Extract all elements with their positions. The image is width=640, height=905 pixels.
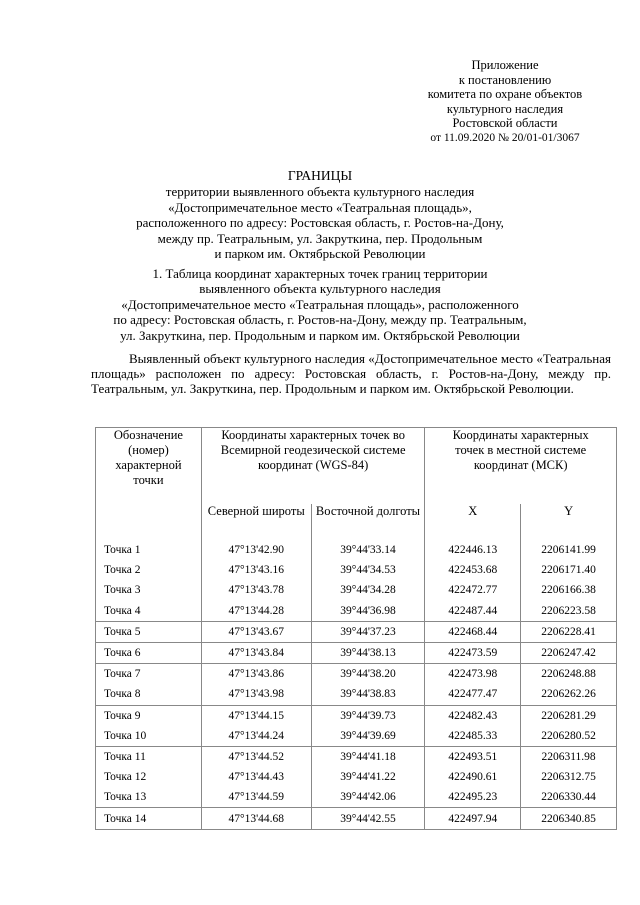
cell-point: Точка 4 bbox=[96, 601, 202, 622]
cell-x: 422472.77 bbox=[425, 580, 521, 600]
coordinates-table bbox=[95, 427, 617, 830]
caption-line: ул. Закруткина, пер. Продольным и парком им. Октябрьской Революции bbox=[120, 327, 520, 343]
cell-y: 2206340.85 bbox=[521, 808, 617, 829]
cell-y: 2206171.40 bbox=[521, 560, 617, 580]
cell-y: 2206247.42 bbox=[521, 642, 617, 663]
cell-lon: 39°44'41.18 bbox=[311, 746, 425, 767]
table-row bbox=[96, 540, 617, 560]
title-line: «Достопримечательное место «Театральная площадь», bbox=[168, 199, 472, 215]
cell-lat: 47°13'44.43 bbox=[201, 767, 311, 787]
cell-point: Точка 8 bbox=[96, 684, 202, 705]
cell-lon: 39°44'41.22 bbox=[311, 767, 425, 787]
cell-x: 422497.94 bbox=[425, 808, 521, 829]
cell-lat: 47°13'44.52 bbox=[201, 746, 311, 767]
cell-lon: 39°44'34.53 bbox=[311, 560, 425, 580]
cell-point: Точка 3 bbox=[96, 580, 202, 600]
table-row bbox=[96, 664, 617, 685]
cell-lon: 39°44'37.23 bbox=[311, 621, 425, 642]
cell-lat: 47°13'44.24 bbox=[201, 726, 311, 747]
cell-point: Точка 10 bbox=[96, 726, 202, 747]
cell-lon: 39°44'39.69 bbox=[311, 726, 425, 747]
cell-point: Точка 5 bbox=[96, 621, 202, 642]
cell-x: 422446.13 bbox=[425, 540, 521, 560]
cell-point: Точка 9 bbox=[96, 705, 202, 726]
appendix-block bbox=[400, 58, 610, 145]
cell-point: Точка 2 bbox=[96, 560, 202, 580]
table-row bbox=[96, 746, 617, 767]
header-designation-spacer bbox=[96, 504, 202, 540]
cell-point: Точка 6 bbox=[96, 642, 202, 663]
intro-paragraph: Выявленный объект культурного наследия «Достопримечательное место «Театральная площадь» расположен по адресу: Ростовская область, г. Ростов-на-Дону, между пр. Театральным, ул. Закруткина, пер. Продольным и парком им. Октябрьской Революции. bbox=[91, 351, 611, 397]
cell-y: 2206281.29 bbox=[521, 705, 617, 726]
caption-line: по адресу: Ростовская область, г. Ростов-на-Дону, между пр. Театральным, bbox=[113, 312, 527, 328]
cell-y: 2206223.58 bbox=[521, 601, 617, 622]
cell-x: 422468.44 bbox=[425, 621, 521, 642]
cell-y: 2206248.88 bbox=[521, 664, 617, 685]
cell-y: 2206262.26 bbox=[521, 684, 617, 705]
cell-lat: 47°13'43.86 bbox=[201, 664, 311, 685]
table-row bbox=[96, 767, 617, 787]
header-y: Y bbox=[521, 504, 617, 540]
appendix-line: к постановлению bbox=[458, 72, 552, 87]
title-line: и парком им. Октябрьской Революции bbox=[214, 246, 426, 262]
document-title bbox=[60, 168, 580, 261]
cell-y: 2206330.44 bbox=[521, 787, 617, 808]
cell-lon: 39°44'42.55 bbox=[311, 808, 425, 829]
cell-point: Точка 7 bbox=[96, 664, 202, 685]
cell-lon: 39°44'38.83 bbox=[311, 684, 425, 705]
appendix-date: от 11.09.2020 № 20/01-01/3067 bbox=[430, 131, 580, 144]
title-heading: ГРАНИЦЫ bbox=[287, 168, 353, 183]
cell-x: 422485.33 bbox=[425, 726, 521, 747]
cell-lon: 39°44'34.28 bbox=[311, 580, 425, 600]
cell-lat: 47°13'44.28 bbox=[201, 601, 311, 622]
header-x: X bbox=[425, 504, 521, 540]
cell-lon: 39°44'39.73 bbox=[311, 705, 425, 726]
table-row bbox=[96, 642, 617, 663]
cell-x: 422482.43 bbox=[425, 705, 521, 726]
cell-lat: 47°13'43.67 bbox=[201, 621, 311, 642]
caption-line: 1. Таблица координат характерных точек границ территории bbox=[152, 266, 488, 281]
cell-lon: 39°44'38.13 bbox=[311, 642, 425, 663]
cell-x: 422487.44 bbox=[425, 601, 521, 622]
table-row bbox=[96, 808, 617, 829]
table-row bbox=[96, 726, 617, 747]
cell-x: 422453.68 bbox=[425, 560, 521, 580]
table-row bbox=[96, 560, 617, 580]
cell-lon: 39°44'33.14 bbox=[311, 540, 425, 560]
table-row bbox=[96, 621, 617, 642]
cell-lat: 47°13'44.59 bbox=[201, 787, 311, 808]
cell-x: 422495.23 bbox=[425, 787, 521, 808]
cell-y: 2206311.98 bbox=[521, 746, 617, 767]
header-lat: Северной широты bbox=[201, 504, 311, 540]
cell-y: 2206228.41 bbox=[521, 621, 617, 642]
header-designation: Обозначение (номер) характерной точки bbox=[96, 428, 202, 505]
cell-x: 422490.61 bbox=[425, 767, 521, 787]
cell-lat: 47°13'42.90 bbox=[201, 540, 311, 560]
cell-lat: 47°13'43.16 bbox=[201, 560, 311, 580]
caption-line: «Достопримечательное место «Театральная площадь», расположенного bbox=[121, 296, 519, 312]
cell-lon: 39°44'42.06 bbox=[311, 787, 425, 808]
cell-lat: 47°13'43.78 bbox=[201, 580, 311, 600]
cell-lon: 39°44'38.20 bbox=[311, 664, 425, 685]
table-row bbox=[96, 705, 617, 726]
cell-y: 2206166.38 bbox=[521, 580, 617, 600]
cell-x: 422493.51 bbox=[425, 746, 521, 767]
cell-lat: 47°13'44.68 bbox=[201, 808, 311, 829]
cell-point: Точка 11 bbox=[96, 746, 202, 767]
table-row bbox=[96, 684, 617, 705]
title-line: между пр. Театральным, ул. Закруткина, пер. Продольным bbox=[157, 230, 483, 246]
table-row bbox=[96, 601, 617, 622]
table-row bbox=[96, 580, 617, 600]
title-line: территории выявленного объекта культурного наследия bbox=[165, 184, 475, 200]
cell-point: Точка 13 bbox=[96, 787, 202, 808]
cell-y: 2206312.75 bbox=[521, 767, 617, 787]
appendix-line: культурного наследия bbox=[446, 101, 564, 116]
cell-point: Точка 14 bbox=[96, 808, 202, 829]
header-lon: Восточной долготы bbox=[311, 504, 425, 540]
cell-lon: 39°44'36.98 bbox=[311, 601, 425, 622]
appendix-line: Приложение bbox=[471, 58, 539, 72]
cell-x: 422477.47 bbox=[425, 684, 521, 705]
cell-lat: 47°13'43.98 bbox=[201, 684, 311, 705]
cell-point: Точка 1 bbox=[96, 540, 202, 560]
table-caption bbox=[60, 266, 580, 343]
header-msk: Координаты характерных точек в местной системе координат (МСК) bbox=[425, 428, 617, 505]
appendix-line: комитета по охране объектов bbox=[427, 87, 583, 101]
header-wgs: Координаты характерных точек во Всемирной геодезической системе координат (WGS-84) bbox=[201, 428, 424, 505]
table-row bbox=[96, 787, 617, 808]
cell-point: Точка 12 bbox=[96, 767, 202, 787]
title-line: расположенного по адресу: Ростовская область, г. Ростов-на-Дону, bbox=[136, 215, 504, 231]
cell-x: 422473.59 bbox=[425, 642, 521, 663]
cell-y: 2206141.99 bbox=[521, 540, 617, 560]
caption-line: выявленного объекта культурного наследия bbox=[199, 281, 441, 297]
cell-lat: 47°13'43.84 bbox=[201, 642, 311, 663]
cell-y: 2206280.52 bbox=[521, 726, 617, 747]
cell-x: 422473.98 bbox=[425, 664, 521, 685]
cell-lat: 47°13'44.15 bbox=[201, 705, 311, 726]
appendix-line: Ростовской области bbox=[452, 116, 558, 130]
